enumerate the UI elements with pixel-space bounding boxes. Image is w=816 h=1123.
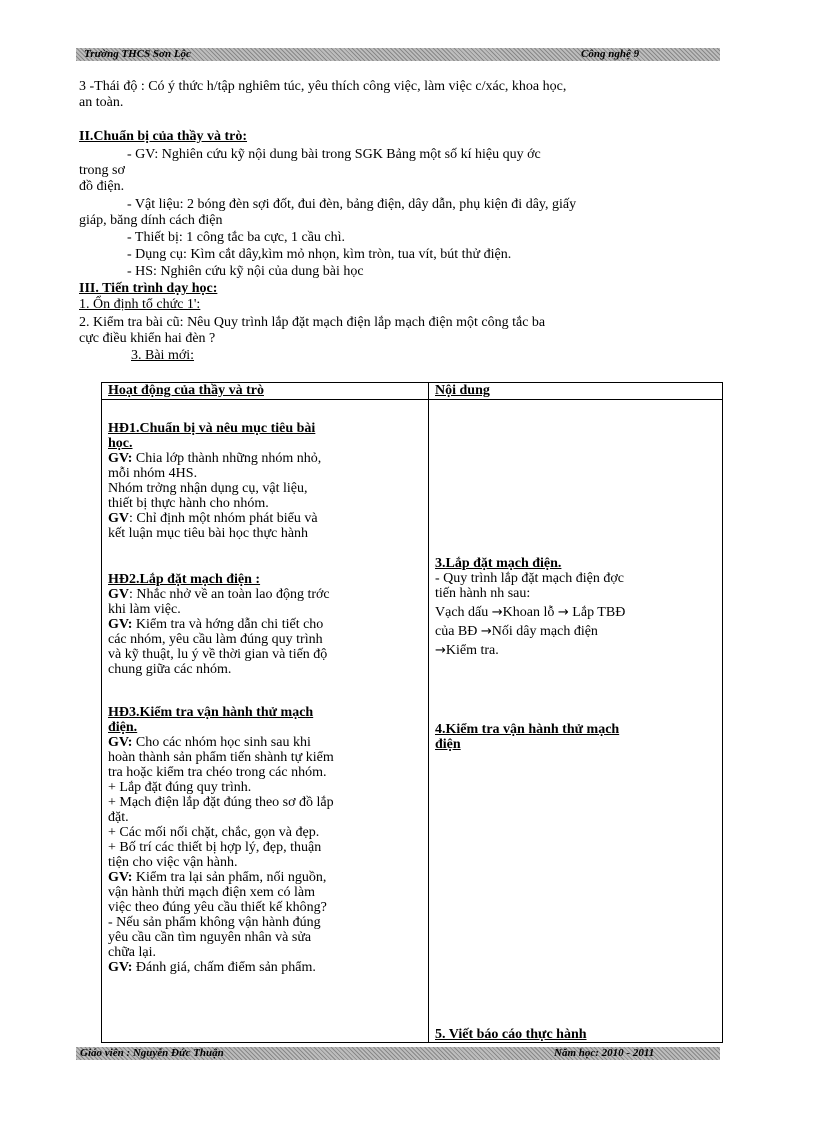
hd3-line: - Nếu sản phẩm không vận hành đúng: [108, 915, 321, 930]
arrow-right-icon: →: [491, 605, 503, 620]
hd1-text: Chia lớp thành những nhóm nhỏ,: [132, 451, 322, 466]
gv-label: GV:: [108, 617, 133, 632]
hd3-text: Kiểm tra lại sản phẩm, nối nguồn,: [132, 870, 327, 885]
hd2-line: và kỹ thuật, lu ý về thời gian và tiến độ: [108, 647, 328, 662]
content-5-title: 5. Viết báo cáo thực hành: [435, 1027, 587, 1042]
prep-materials-cont: giáp, băng dính cách điện: [79, 213, 223, 228]
prep-tools: - Dụng cụ: Kìm cắt dây,kìm mỏ nhọn, kìm tròn, tua vít, bút thử điện.: [127, 247, 512, 262]
hd2-text: Kiểm tra và hớng dẫn chi tiết cho: [132, 617, 324, 632]
item-review-2: cực điều khiển hai đèn ?: [79, 331, 216, 346]
hd1-line: Nhóm trởng nhận dụng cụ, vật liệu,: [108, 481, 308, 496]
prep-materials: - Vật liệu: 2 bóng đèn sợi đốt, đui đèn, bảng điện, dây dẫn, phụ kiện đi dây, giấy: [127, 197, 577, 212]
hd2-title: HĐ2.Lắp đặt mạch điện :: [108, 572, 261, 587]
lesson-table: [101, 382, 723, 1043]
content-section-5: [435, 1027, 715, 1042]
hd3-line: hoàn thành sản phẩm tiến shành tự kiểm: [108, 750, 334, 765]
hd3-line: chữa lại.: [108, 945, 157, 960]
gv-label: GV: [108, 587, 129, 602]
content-cell: [429, 400, 723, 1043]
gv-label: GV:: [108, 870, 133, 885]
content-3-line: tiến hành nh sau:: [435, 586, 531, 601]
hd2-line: các nhóm, yêu cầu làm đúng quy trình: [108, 632, 323, 647]
col-activity-header: Hoạt động của thầy và trò: [102, 383, 429, 400]
hd1-line: mỗi nhóm 4HS.: [108, 466, 198, 481]
hd3-block: [108, 705, 418, 975]
prep-gv-cont: trong sơ: [79, 163, 125, 178]
header-school: Trường THCS Sơn Lộc: [84, 48, 191, 60]
gv-label: GV: [108, 511, 129, 526]
hd1-line: thiết bị thực hành cho nhóm.: [108, 496, 269, 511]
hd3-line: + Bố trí các thiết bị hợp lý, đẹp, thuận: [108, 840, 322, 855]
content-3-line: - Quy trình lắp đặt mạch điện đợc: [435, 571, 624, 586]
step-drill: Khoan lỗ: [502, 605, 558, 620]
arrow-right-icon: →: [435, 643, 446, 658]
content-3-title: 3.Lắp đặt mạch điện.: [435, 556, 562, 571]
section-2-title: II.Chuẩn bị của thầy và trò:: [79, 129, 248, 144]
hd3-line: việc theo đúng yêu cầu thiết kế không?: [108, 900, 327, 915]
section-3-title: III. Tiến trình dạy học:: [79, 281, 218, 296]
hd3-line: tiện cho việc vận hành.: [108, 855, 238, 870]
prep-hs: - HS: Nghiên cứu kỹ nội của dung bài học: [127, 264, 364, 279]
hd1-line: kết luận mục tiêu bài học thực hành: [108, 526, 309, 541]
col-content-header: Nội dung: [429, 383, 723, 400]
hd3-title-cont: điện.: [108, 720, 138, 735]
hd1-text: : Chỉ định một nhóm phát biểu và: [129, 511, 318, 526]
hd1-block: [108, 421, 418, 541]
hd3-title: HĐ3.Kiểm tra vận hành thử mạch: [108, 705, 314, 720]
hd2-line: khi làm việc.: [108, 602, 181, 617]
hd1-title: HĐ1.Chuẩn bị và nêu mục tiêu bài: [108, 421, 316, 436]
activity-cell: [102, 400, 429, 1043]
prep-equipment: - Thiết bị: 1 công tắc ba cực, 1 cầu chì.: [127, 230, 346, 245]
item-new-lesson: 3. Bài mới:: [131, 348, 195, 363]
content-section-4: [435, 722, 715, 752]
content-4-title-cont: điện: [435, 737, 461, 752]
item-organize: 1. Ổn định tổ chức 1':: [79, 297, 201, 312]
hd3-text: Đánh giá, chấm điểm sản phẩm.: [132, 960, 316, 975]
hd3-line: + Mạch điện lắp đặt đúng theo sơ đồ lắp: [108, 795, 334, 810]
hd3-line: + Các mối nối chặt, chắc, gọn và đẹp.: [108, 825, 320, 840]
hd3-line: vận hành thửi mạch điện xem có làm: [108, 885, 316, 900]
hd3-text: Cho các nhóm học sinh sau khi: [132, 735, 311, 750]
footer-teacher: Giáo viên : Nguyễn Đức Thuận: [80, 1047, 224, 1059]
attitude-line-2: an toàn.: [79, 95, 124, 110]
hd3-line: đặt.: [108, 810, 129, 825]
arrow-right-icon: →: [480, 624, 492, 639]
hd2-line: chung giữa các nhóm.: [108, 662, 232, 677]
step-wire: Nối dây mạch điện: [491, 624, 598, 639]
prep-gv-line: - GV: Nghiên cứu kỹ nội dung bài trong SGK Bảng một số kí hiệu quy ớc: [127, 147, 541, 162]
step-board: của BĐ: [435, 624, 481, 639]
hd3-line: yêu cầu cần tìm nguyên nhân và sửa: [108, 930, 312, 945]
content-4-title: 4.Kiểm tra vận hành thử mạch: [435, 722, 620, 737]
hd2-block: [108, 572, 418, 677]
step-mark: Vạch dấu: [435, 605, 492, 620]
content-section-3: [435, 556, 715, 658]
gv-label: GV:: [108, 735, 133, 750]
hd1-title-cont: học.: [108, 436, 133, 451]
step-check: Kiểm tra.: [445, 643, 499, 658]
hd3-line: + Lắp đặt đúng quy trình.: [108, 780, 252, 795]
footer-year: Năm học: 2010 - 2011: [554, 1047, 655, 1059]
arrow-right-icon: →: [557, 605, 569, 620]
page-header: [76, 48, 720, 61]
hd3-line: tra hoặc kiểm tra chéo trong các nhóm.: [108, 765, 327, 780]
step-install: Lắp TBĐ: [568, 605, 626, 620]
gv-label: GV:: [108, 960, 133, 975]
hd2-text: : Nhắc nhở về an toàn lao động trớc: [129, 587, 330, 602]
page-footer: [76, 1047, 720, 1060]
header-subject: Công nghệ 9: [581, 48, 640, 60]
gv-label: GV:: [108, 451, 133, 466]
item-review-1: 2. Kiểm tra bài cũ: Nêu Quy trình lắp đặt mạch điện lắp mạch điện một công tắc ba: [79, 315, 546, 330]
attitude-line-1: 3 -Thái độ : Có ý thức h/tập nghiêm túc, yêu thích công việc, làm việc c/xác, khoa học,: [79, 79, 567, 94]
prep-gv-cont-2: đồ điện.: [79, 179, 125, 194]
